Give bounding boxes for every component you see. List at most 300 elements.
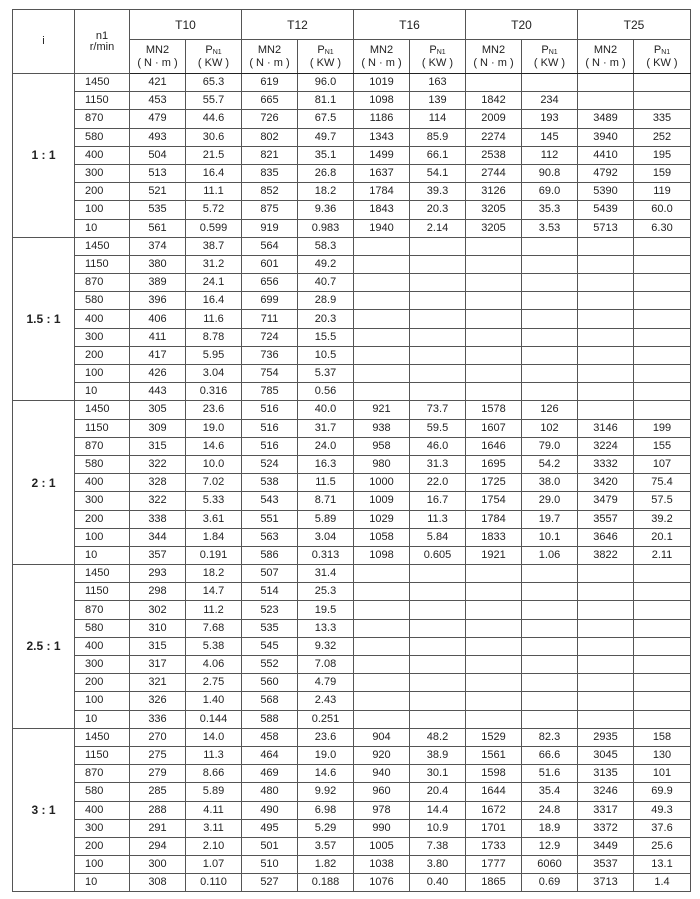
torque-cell: 464 [242, 746, 298, 764]
torque-cell: 3146 [578, 419, 634, 437]
power-unit: ( KW ) [646, 56, 678, 69]
torque-cell: 724 [242, 328, 298, 346]
speed-column-header [75, 10, 130, 74]
table-row [13, 201, 691, 219]
power-cell: 16.4 [186, 292, 242, 310]
speed-cell: 400 [75, 474, 130, 492]
speed-cell: 300 [75, 164, 130, 182]
torque-cell [578, 274, 634, 292]
torque-cell: 1598 [466, 765, 522, 783]
table-row [13, 492, 691, 510]
torque-cell: 516 [242, 401, 298, 419]
torque-cell: 561 [130, 219, 186, 237]
power-cell: 25.6 [634, 837, 691, 855]
table-row [13, 274, 691, 292]
torque-cell: 308 [130, 874, 186, 892]
power-cell: 1.4 [634, 874, 691, 892]
power-cell [522, 237, 578, 255]
torque-cell [578, 383, 634, 401]
torque-label: MN2 [145, 43, 170, 56]
table-row [13, 837, 691, 855]
torque-cell: 504 [130, 146, 186, 164]
torque-unit: ( N · m ) [249, 56, 290, 69]
power-cell: 7.38 [410, 837, 466, 855]
torque-cell: 305 [130, 401, 186, 419]
torque-cell: 315 [130, 637, 186, 655]
torque-cell [354, 365, 410, 383]
power-unit: ( KW ) [197, 56, 230, 69]
speed-cell: 10 [75, 710, 130, 728]
power-cell: 20.3 [410, 201, 466, 219]
torque-cell: 904 [354, 728, 410, 746]
table-row [13, 346, 691, 364]
torque-cell: 568 [242, 692, 298, 710]
table-row [13, 401, 691, 419]
speed-cell: 870 [75, 765, 130, 783]
model-header-t10: T10 [130, 10, 242, 40]
power-cell: 19.5 [298, 601, 354, 619]
torque-cell [578, 292, 634, 310]
torque-cell [354, 255, 410, 273]
torque-cell: 389 [130, 274, 186, 292]
torque-cell [578, 328, 634, 346]
table-row [13, 146, 691, 164]
torque-cell: 543 [242, 492, 298, 510]
power-cell: 58.3 [298, 237, 354, 255]
torque-label: MN2 [369, 43, 394, 56]
torque-cell [578, 255, 634, 273]
torque-cell [354, 292, 410, 310]
power-cell: 126 [522, 401, 578, 419]
speed-cell: 1450 [75, 565, 130, 583]
torque-cell: 1499 [354, 146, 410, 164]
torque-cell: 514 [242, 583, 298, 601]
power-cell: 10.1 [522, 528, 578, 546]
table-row [13, 674, 691, 692]
power-cell: 51.6 [522, 765, 578, 783]
torque-cell: 1701 [466, 819, 522, 837]
power-cell: 14.0 [186, 728, 242, 746]
power-cell: 3.80 [410, 856, 466, 874]
torque-subheader [466, 40, 522, 74]
power-cell [634, 710, 691, 728]
power-cell: 25.3 [298, 583, 354, 601]
power-cell [634, 583, 691, 601]
power-cell [522, 310, 578, 328]
power-cell: 158 [634, 728, 691, 746]
power-cell: 38.0 [522, 474, 578, 492]
speed-cell: 1450 [75, 74, 130, 92]
power-cell: 0.191 [186, 546, 242, 564]
torque-cell [354, 274, 410, 292]
torque-cell: 490 [242, 801, 298, 819]
power-cell: 1.07 [186, 856, 242, 874]
torque-cell: 3646 [578, 528, 634, 546]
model-header-t16: T16 [354, 10, 466, 40]
speed-unit: r/min [89, 40, 115, 53]
power-cell: 49.7 [298, 128, 354, 146]
power-cell [522, 710, 578, 728]
torque-cell: 656 [242, 274, 298, 292]
torque-cell: 3317 [578, 801, 634, 819]
power-cell: 35.4 [522, 783, 578, 801]
power-cell [410, 328, 466, 346]
power-cell: 6.98 [298, 801, 354, 819]
power-cell: 2.10 [186, 837, 242, 855]
torque-cell: 310 [130, 619, 186, 637]
torque-cell: 275 [130, 746, 186, 764]
power-cell: 38.7 [186, 237, 242, 255]
power-cell: 29.0 [522, 492, 578, 510]
power-cell: 31.2 [186, 255, 242, 273]
power-cell: 107 [634, 455, 691, 473]
torque-cell: 1561 [466, 746, 522, 764]
torque-cell: 563 [242, 528, 298, 546]
table-row [13, 183, 691, 201]
speed-cell: 1450 [75, 237, 130, 255]
torque-cell: 1725 [466, 474, 522, 492]
power-cell: 3.57 [298, 837, 354, 855]
speed-cell: 1150 [75, 583, 130, 601]
power-cell: 0.313 [298, 546, 354, 564]
table-row [13, 819, 691, 837]
torque-cell [354, 346, 410, 364]
speed-cell: 100 [75, 365, 130, 383]
table-row [13, 528, 691, 546]
power-cell: 24.0 [298, 437, 354, 455]
power-cell: 11.3 [410, 510, 466, 528]
torque-cell: 322 [130, 492, 186, 510]
power-cell: 9.32 [298, 637, 354, 655]
power-cell: 19.0 [298, 746, 354, 764]
torque-cell: 1637 [354, 164, 410, 182]
torque-cell: 417 [130, 346, 186, 364]
power-cell: 5.38 [186, 637, 242, 655]
torque-cell: 852 [242, 183, 298, 201]
power-cell [634, 346, 691, 364]
torque-cell [466, 328, 522, 346]
torque-cell: 1843 [354, 201, 410, 219]
power-cell: 5.89 [186, 783, 242, 801]
power-cell: 5.95 [186, 346, 242, 364]
power-cell: 2.43 [298, 692, 354, 710]
table-row [13, 510, 691, 528]
power-cell: 23.6 [298, 728, 354, 746]
torque-cell: 978 [354, 801, 410, 819]
torque-cell [578, 237, 634, 255]
torque-cell: 1784 [466, 510, 522, 528]
torque-cell: 3224 [578, 437, 634, 455]
power-cell: 3.04 [298, 528, 354, 546]
speed-cell: 100 [75, 856, 130, 874]
torque-cell [578, 310, 634, 328]
power-cell: 10.0 [186, 455, 242, 473]
torque-cell: 785 [242, 383, 298, 401]
power-cell [410, 383, 466, 401]
torque-cell: 513 [130, 164, 186, 182]
power-label: $P_{N1}$ [317, 43, 334, 56]
power-cell: 0.188 [298, 874, 354, 892]
torque-cell: 344 [130, 528, 186, 546]
torque-cell [466, 637, 522, 655]
power-cell: 8.71 [298, 492, 354, 510]
torque-cell: 516 [242, 419, 298, 437]
power-cell [410, 637, 466, 655]
power-cell: 37.6 [634, 819, 691, 837]
ratio-cell: 2 : 1 [13, 401, 75, 565]
torque-cell: 1186 [354, 110, 410, 128]
torque-cell: 1646 [466, 437, 522, 455]
power-cell: 0.316 [186, 383, 242, 401]
torque-cell: 1733 [466, 837, 522, 855]
torque-cell: 406 [130, 310, 186, 328]
power-cell: 49.2 [298, 255, 354, 273]
speed-cell: 100 [75, 528, 130, 546]
table-row [13, 637, 691, 655]
torque-cell: 1777 [466, 856, 522, 874]
torque-cell: 619 [242, 74, 298, 92]
power-cell: 1.06 [522, 546, 578, 564]
power-cell: 69.0 [522, 183, 578, 201]
power-cell: 3.04 [186, 365, 242, 383]
power-cell [634, 310, 691, 328]
speed-label: n1 [95, 29, 109, 42]
power-cell: 112 [522, 146, 578, 164]
torque-cell: 396 [130, 292, 186, 310]
torque-cell: 940 [354, 765, 410, 783]
power-cell [522, 601, 578, 619]
torque-cell: 328 [130, 474, 186, 492]
power-cell: 14.6 [186, 437, 242, 455]
power-cell [634, 619, 691, 637]
torque-cell [578, 692, 634, 710]
ratio-cell: 1.5 : 1 [13, 237, 75, 401]
table-row [13, 437, 691, 455]
power-cell [410, 292, 466, 310]
power-cell: 21.5 [186, 146, 242, 164]
power-cell: 1.40 [186, 692, 242, 710]
power-cell: 18.2 [298, 183, 354, 201]
torque-cell: 564 [242, 237, 298, 255]
power-cell: 28.9 [298, 292, 354, 310]
power-cell [634, 92, 691, 110]
torque-cell: 1000 [354, 474, 410, 492]
torque-cell [578, 365, 634, 383]
table-row [13, 546, 691, 564]
table-row [13, 783, 691, 801]
torque-cell: 3557 [578, 510, 634, 528]
speed-cell: 300 [75, 819, 130, 837]
power-cell: 114 [410, 110, 466, 128]
table-row [13, 746, 691, 764]
torque-cell: 821 [242, 146, 298, 164]
power-cell [410, 237, 466, 255]
torque-cell: 736 [242, 346, 298, 364]
power-cell [634, 601, 691, 619]
power-cell: 16.7 [410, 492, 466, 510]
torque-cell: 279 [130, 765, 186, 783]
torque-cell: 322 [130, 455, 186, 473]
power-cell: 22.0 [410, 474, 466, 492]
torque-cell: 510 [242, 856, 298, 874]
power-cell [634, 565, 691, 583]
torque-cell: 665 [242, 92, 298, 110]
power-cell: 163 [410, 74, 466, 92]
torque-cell: 302 [130, 601, 186, 619]
speed-cell: 870 [75, 110, 130, 128]
table-row [13, 383, 691, 401]
power-cell: 31.3 [410, 455, 466, 473]
torque-cell [466, 601, 522, 619]
torque-cell: 1578 [466, 401, 522, 419]
torque-unit: ( N · m ) [473, 56, 514, 69]
speed-cell: 580 [75, 128, 130, 146]
torque-cell [354, 710, 410, 728]
power-cell: 4.11 [186, 801, 242, 819]
power-cell: 57.5 [634, 492, 691, 510]
power-cell: 16.3 [298, 455, 354, 473]
torque-cell: 326 [130, 692, 186, 710]
power-cell [522, 346, 578, 364]
power-cell: 30.1 [410, 765, 466, 783]
table-row [13, 455, 691, 473]
torque-cell [354, 383, 410, 401]
torque-cell [466, 237, 522, 255]
torque-cell: 3449 [578, 837, 634, 855]
power-cell: 66.6 [522, 746, 578, 764]
ratio-column-header: i [13, 10, 75, 74]
torque-cell: 754 [242, 365, 298, 383]
power-cell [522, 619, 578, 637]
power-cell: 2.75 [186, 674, 242, 692]
power-cell [634, 656, 691, 674]
torque-cell: 380 [130, 255, 186, 273]
power-cell: 48.2 [410, 728, 466, 746]
torque-cell: 920 [354, 746, 410, 764]
power-cell: 2.14 [410, 219, 466, 237]
ratio-cell: 1 : 1 [13, 74, 75, 238]
power-cell [410, 619, 466, 637]
torque-cell: 270 [130, 728, 186, 746]
power-cell: 13.3 [298, 619, 354, 637]
torque-cell: 1019 [354, 74, 410, 92]
torque-cell: 538 [242, 474, 298, 492]
torque-label: MN2 [257, 43, 282, 56]
power-label: $P_{N1}$ [653, 43, 671, 56]
power-cell: 8.78 [186, 328, 242, 346]
torque-cell: 3537 [578, 856, 634, 874]
torque-cell: 699 [242, 292, 298, 310]
table-row [13, 656, 691, 674]
power-cell: 102 [522, 419, 578, 437]
table-row [13, 474, 691, 492]
power-cell: 3.61 [186, 510, 242, 528]
power-cell [410, 583, 466, 601]
torque-cell [578, 710, 634, 728]
torque-unit: ( N · m ) [137, 56, 178, 69]
power-cell: 4.79 [298, 674, 354, 692]
power-cell [634, 274, 691, 292]
torque-cell: 411 [130, 328, 186, 346]
torque-cell: 1029 [354, 510, 410, 528]
speed-cell: 580 [75, 619, 130, 637]
power-subheader [410, 40, 466, 74]
power-cell: 193 [522, 110, 578, 128]
speed-cell: 400 [75, 146, 130, 164]
torque-cell [578, 565, 634, 583]
torque-unit: ( N · m ) [585, 56, 626, 69]
torque-cell [354, 328, 410, 346]
power-cell: 11.3 [186, 746, 242, 764]
torque-cell [578, 637, 634, 655]
power-cell: 14.6 [298, 765, 354, 783]
power-cell: 139 [410, 92, 466, 110]
table-row [13, 219, 691, 237]
power-cell [634, 637, 691, 655]
table-row [13, 601, 691, 619]
table-row [13, 74, 691, 92]
torque-cell: 1921 [466, 546, 522, 564]
torque-cell: 309 [130, 419, 186, 437]
torque-cell [466, 346, 522, 364]
table-row [13, 856, 691, 874]
ratio-cell: 2.5 : 1 [13, 565, 75, 729]
power-cell: 11.6 [186, 310, 242, 328]
power-cell: 0.40 [410, 874, 466, 892]
table-row [13, 619, 691, 637]
torque-cell [354, 565, 410, 583]
power-cell: 19.0 [186, 419, 242, 437]
torque-cell: 586 [242, 546, 298, 564]
torque-cell: 495 [242, 819, 298, 837]
torque-cell [354, 674, 410, 692]
table-row [13, 728, 691, 746]
speed-cell: 1150 [75, 746, 130, 764]
torque-cell: 293 [130, 565, 186, 583]
power-cell [410, 310, 466, 328]
torque-cell: 443 [130, 383, 186, 401]
power-cell: 20.1 [634, 528, 691, 546]
power-cell: 90.8 [522, 164, 578, 182]
speed-cell: 100 [75, 201, 130, 219]
power-cell [522, 383, 578, 401]
table-row [13, 92, 691, 110]
torque-label: MN2 [481, 43, 506, 56]
power-cell [634, 292, 691, 310]
power-cell: 5.33 [186, 492, 242, 510]
power-cell [410, 656, 466, 674]
power-cell: 195 [634, 146, 691, 164]
torque-cell [466, 74, 522, 92]
power-cell: 67.5 [298, 110, 354, 128]
power-cell: 96.0 [298, 74, 354, 92]
torque-cell: 1695 [466, 455, 522, 473]
torque-cell: 291 [130, 819, 186, 837]
table-row [13, 128, 691, 146]
torque-cell: 1784 [354, 183, 410, 201]
torque-cell: 1833 [466, 528, 522, 546]
torque-cell [578, 74, 634, 92]
torque-cell: 294 [130, 837, 186, 855]
torque-cell: 458 [242, 728, 298, 746]
table-row [13, 765, 691, 783]
power-cell: 8.66 [186, 765, 242, 783]
power-cell: 55.7 [186, 92, 242, 110]
torque-cell: 527 [242, 874, 298, 892]
torque-cell: 1607 [466, 419, 522, 437]
torque-cell: 469 [242, 765, 298, 783]
power-cell: 40.0 [298, 401, 354, 419]
